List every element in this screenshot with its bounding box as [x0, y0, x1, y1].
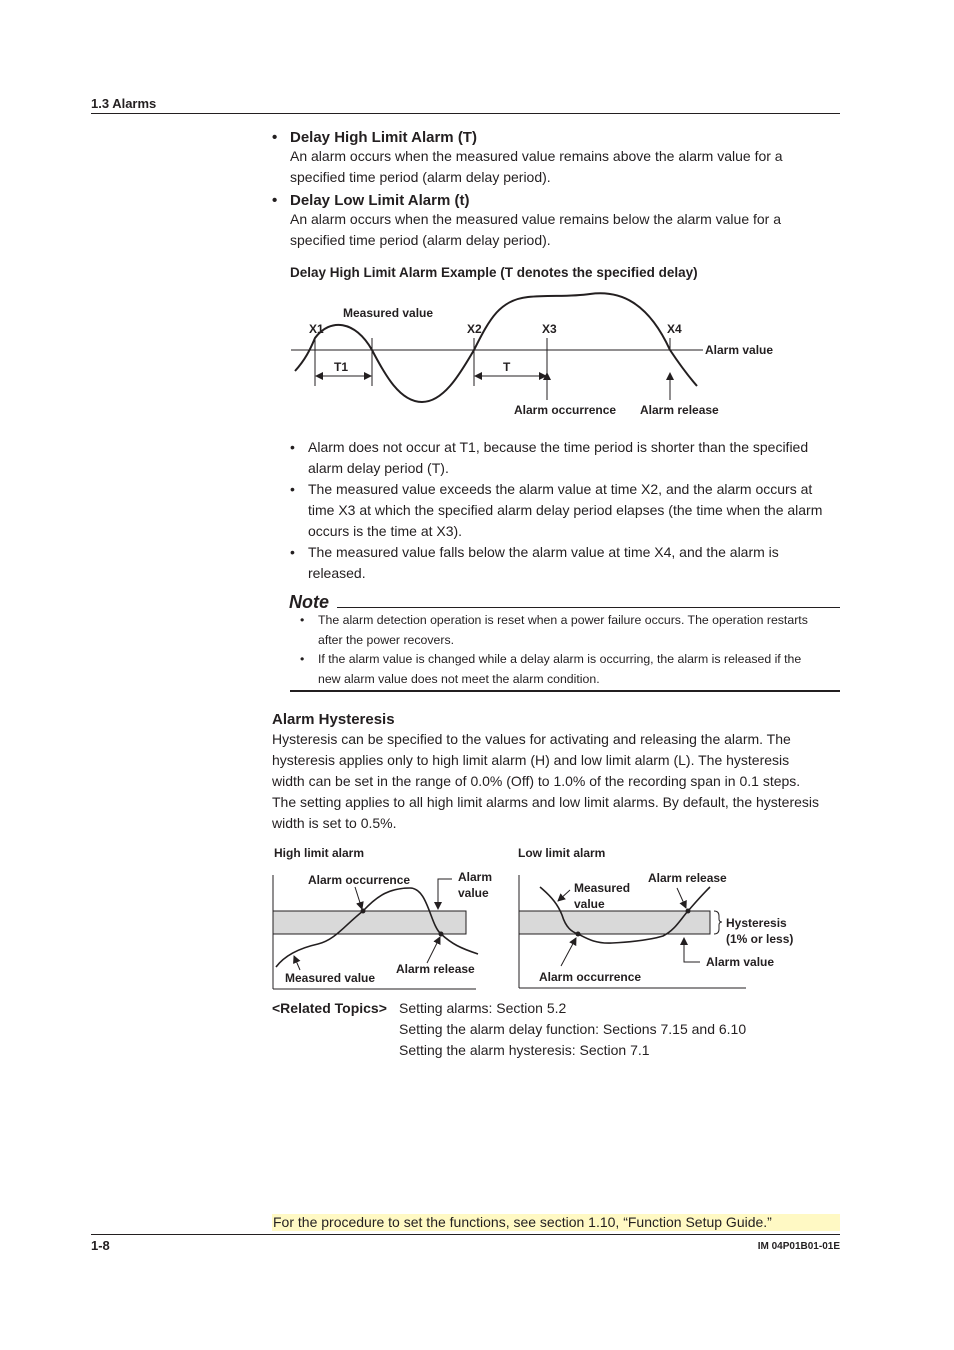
text-line: new alarm value does not meet the alarm condition. [318, 671, 600, 686]
alarm-occurrence-label: Alarm occurrence [514, 403, 617, 417]
text-line: specified time period (alarm delay period). [290, 232, 551, 248]
hysteresis-label-1: Hysteresis [726, 916, 787, 930]
delay-high-title [272, 129, 783, 146]
text-line: width can be set in the range of 0.0% (Off) to 1.0% of the recording span in 0.1 steps. [272, 773, 801, 789]
low-occurrence-point [576, 932, 581, 937]
high-release-pointer [427, 937, 440, 963]
page-number: 1-8 [91, 1238, 110, 1253]
hysteresis-title: Alarm Hysteresis [272, 711, 395, 728]
high-alarm-value-label-1: Alarm [458, 870, 493, 884]
high-alarm-value-label-2: value [458, 886, 489, 900]
low-measured-label-1: Measured [574, 881, 631, 895]
text-line: alarm delay period (T). [308, 460, 449, 476]
low-measured-label-2: value [574, 897, 605, 911]
delay-high-description [272, 146, 783, 188]
related-topics-list [399, 998, 746, 1061]
hysteresis-description [272, 729, 842, 834]
x2-label: X2 [467, 322, 482, 336]
document-id: IM 04P01B01-01E [757, 1241, 840, 1252]
footer-procedure-note: For the procedure to set the functions, see section 1.10, “Function Setup Guide.” [273, 1214, 772, 1230]
list-item [290, 542, 842, 584]
high-hysteresis-band [273, 911, 466, 934]
bullet-dot: • [290, 439, 295, 455]
text-line: The measured value exceeds the alarm value at time X2, and the alarm occurs at [308, 481, 813, 497]
hysteresis-brace [714, 911, 722, 934]
low-hysteresis-band [519, 911, 710, 934]
x3-label: X3 [542, 322, 557, 336]
hysteresis-diagrams [265, 842, 805, 994]
text-line: released. [308, 565, 366, 581]
text-line: time X3 at which the specified alarm delay period elapses (the time when the alarm [308, 502, 823, 518]
text-line: The setting applies to all high limit alarms and low limit alarms. By default, the hysteresis [272, 794, 820, 810]
note-list [300, 611, 840, 689]
related-topic-item: Setting alarms: Section 5.2 [399, 1000, 567, 1016]
text-line: occurs is the time at X3). [308, 523, 463, 539]
low-release-pointer [677, 888, 686, 908]
bullet-dot: • [290, 544, 295, 560]
low-measured-pointer [558, 890, 570, 901]
bullet-dot: • [300, 613, 305, 627]
high-release-label: Alarm release [396, 962, 475, 976]
section-header: 1.3 Alarms [91, 96, 157, 111]
related-topic-item: Setting the alarm hysteresis: Section 7.1 [399, 1042, 650, 1058]
text-line: The alarm detection operation is reset when a power failure occurs. The operation restarts [318, 613, 808, 627]
delay-low-section [272, 192, 781, 251]
list-item [290, 437, 842, 479]
bullet-dot: • [290, 481, 295, 497]
bullet-dot: • [272, 129, 278, 146]
example-notes-list [290, 437, 842, 584]
header-rule [91, 113, 840, 114]
note-top-rule [337, 607, 840, 608]
related-topics-label: <Related Topics> [272, 1000, 387, 1016]
related-topic-item: Setting the alarm delay function: Sections 7.15 and 6.10 [399, 1021, 747, 1037]
high-alarm-value-pointer [438, 879, 452, 909]
note-bottom-rule [290, 690, 840, 692]
delay-low-title [272, 192, 781, 209]
high-measured-pointer [294, 956, 300, 970]
delay-low-description [272, 209, 781, 251]
footer-rule [91, 1234, 840, 1235]
x4-label: X4 [667, 322, 682, 336]
t1-label: T1 [334, 360, 349, 374]
text-line: Hysteresis can be specified to the values for activating and releasing the alarm. The [272, 731, 791, 747]
low-alarm-value-label: Alarm value [706, 955, 775, 969]
delay-high-section [272, 129, 783, 188]
example-title: Delay High Limit Alarm Example (T denotes the specified delay) [290, 265, 698, 280]
high-occurrence-point [361, 909, 366, 914]
low-release-point [686, 909, 691, 914]
x1-label: X1 [309, 322, 324, 336]
text-line: specified time period (alarm delay period). [290, 169, 551, 185]
text-line: The measured value falls below the alarm value at time X4, and the alarm is [308, 544, 779, 560]
text-line: Alarm does not occur at T1, because the time period is shorter than the specified [308, 439, 809, 455]
high-occurrence-label: Alarm occurrence [308, 873, 411, 887]
high-measured-label: Measured value [285, 971, 376, 985]
bullet-dot: • [300, 652, 305, 666]
text-line: after the power recovers. [318, 632, 455, 647]
alarm-release-label: Alarm release [640, 403, 719, 417]
low-occurrence-label: Alarm occurrence [539, 970, 642, 984]
high-release-point [439, 932, 444, 937]
text-line: hysteresis applies only to high limit alarm (H) and low limit alarm (L). The hysteresis [272, 752, 790, 768]
text-line: width is set to 0.5%. [272, 815, 397, 831]
t-label: T [503, 360, 511, 374]
list-item [300, 650, 840, 689]
alarm-value-label: Alarm value [705, 343, 774, 357]
delay-low-title-text: Delay Low Limit Alarm (t) [290, 192, 470, 209]
low-limit-title: Low limit alarm [518, 846, 606, 860]
low-alarm-value-pointer [684, 938, 700, 962]
note-title: Note [289, 592, 329, 612]
bullet-dot: • [272, 192, 278, 209]
hysteresis-label-2: (1% or less) [726, 932, 794, 946]
list-item [300, 611, 840, 650]
delay-high-title-text: Delay High Limit Alarm (T) [290, 129, 477, 146]
text-line: An alarm occurs when the measured value remains above the alarm value for a [290, 148, 783, 164]
high-occurrence-pointer [355, 887, 362, 909]
text-line: An alarm occurs when the measured value remains below the alarm value for a [290, 211, 782, 227]
text-line: If the alarm value is changed while a delay alarm is occurring, the alarm is released if the [318, 652, 802, 666]
high-limit-title: High limit alarm [274, 846, 365, 860]
delay-alarm-diagram [285, 288, 795, 423]
low-occurrence-pointer [561, 938, 576, 966]
list-item [290, 479, 842, 542]
low-release-label: Alarm release [648, 871, 727, 885]
measured-value-label: Measured value [343, 306, 434, 320]
